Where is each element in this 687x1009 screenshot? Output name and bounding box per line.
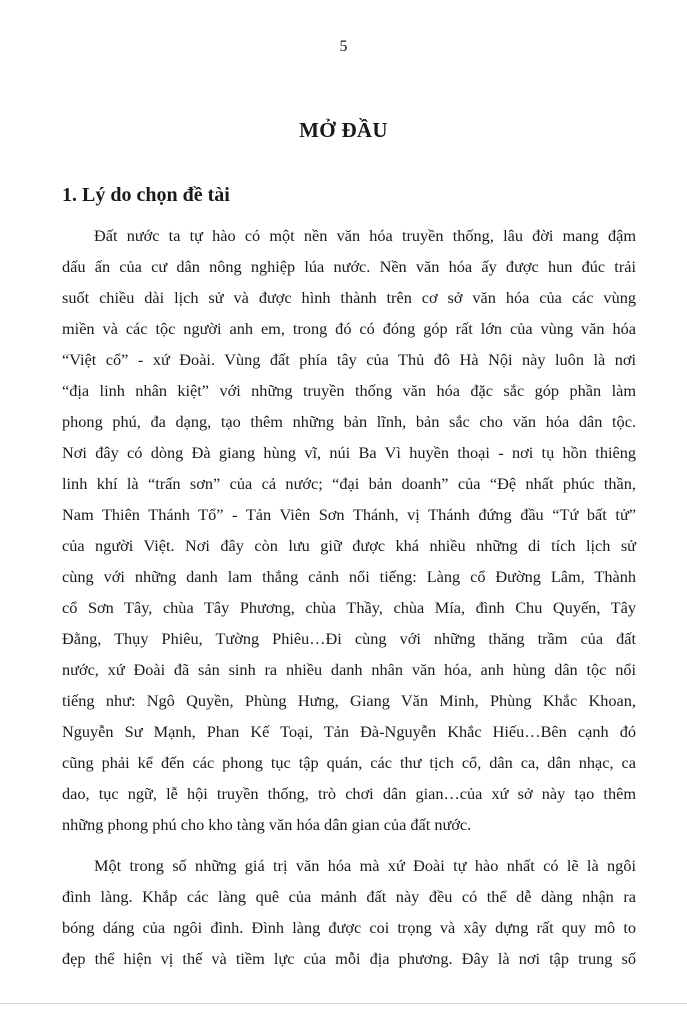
- text-line: của người Việt. Nơi đây còn lưu giữ được khá nhiều những di tích lịch sử: [62, 536, 636, 555]
- text-line: Đất nước ta tự hào có một nền văn hóa truyền thống, lâu đời mang đậm: [94, 226, 636, 245]
- text-line: Đằng, Thụy Phiêu, Tường Phiêu…Đi cùng với những thăng trầm của đất: [62, 629, 636, 648]
- text-line: bóng dáng của ngôi đình. Đình làng được coi trọng và xây dựng rất quy mô to: [62, 918, 636, 937]
- text-line: cũng phải kể đến các phong tục tập quán, các thư tịch cổ, dân ca, dân nhạc, ca: [62, 753, 636, 772]
- text-line: Một trong số những giá trị văn hóa mà xứ Đoài tự hào nhất có lẽ là ngôi: [94, 856, 636, 875]
- paragraph-1: [62, 220, 636, 840]
- paragraph-spacing: [62, 840, 636, 850]
- text-line: nước, xứ Đoài đã sản sinh ra nhiều danh nhân văn hóa, anh hùng dân tộc nổi: [62, 660, 636, 679]
- text-line: những phong phú cho kho tàng văn hóa dân gian của đất nước.: [62, 815, 472, 834]
- section-heading: 1. Lý do chọn đề tài: [62, 184, 230, 206]
- text-line: đẹp thể hiện vị thế và tiềm lực của mỗi địa phương. Đây là nơi tập trung số: [62, 949, 636, 968]
- text-line: miền và các tộc người anh em, trong đó có đóng góp rất lớn của vùng văn hóa: [62, 319, 636, 338]
- text-line: cổ Sơn Tây, chùa Tây Phương, chùa Thầy, chùa Mía, đình Chu Quyến, Tây: [62, 598, 636, 617]
- text-line: dao, tục ngữ, lễ hội truyền thống, trò chơi dân gian…của xứ sở này tạo thêm: [62, 784, 636, 803]
- text-line: phong phú, đa dạng, tạo thêm những bản lĩnh, bản sắc cho văn hóa dân tộc.: [62, 412, 636, 431]
- text-line: linh khí là “trấn sơn” của cả nước; “đại bản doanh” của “Đệ nhất phúc thần,: [62, 474, 636, 493]
- text-line: tiếng như: Ngô Quyền, Phùng Hưng, Giang Văn Minh, Phùng Khắc Khoan,: [62, 691, 636, 710]
- text-line: dấu ấn của cư dân nông nghiệp lúa nước. Nền văn hóa ấy được hun đúc trải: [62, 257, 636, 276]
- text-line: đình làng. Khắp các làng quê của mảnh đất này đều có thể dễ dàng nhận ra: [62, 887, 636, 906]
- body-text: [62, 220, 636, 974]
- text-line: Nguyễn Sư Mạnh, Phan Kế Toại, Tản Đà-Nguyễn Khắc Hiếu…Bên cạnh đó: [62, 722, 636, 741]
- text-line: cùng với những danh lam thắng cảnh nổi tiếng: Làng cổ Đường Lâm, Thành: [62, 567, 636, 586]
- page-number: 5: [339, 38, 348, 55]
- text-line: “địa linh nhân kiệt” với những truyền thống văn hóa đặc sắc góp phần làm: [62, 381, 636, 400]
- text-line: “Việt cổ” - xứ Đoài. Vùng đất phía tây của Thủ đô Hà Nội này luôn là nơi: [62, 350, 636, 369]
- text-line: Nơi đây có dòng Đà giang hùng vĩ, núi Ba Vì huyền thoại - nơi tụ hồn thiêng: [62, 443, 636, 462]
- page-bottom-edge: [0, 1003, 687, 1004]
- text-line: suốt chiều dài lịch sử và được hình thành trên cơ sở văn hóa của các vùng: [62, 288, 636, 307]
- text-line: Nam Thiên Thánh Tổ” - Tản Viên Sơn Thánh, vị Thánh đứng đầu “Tứ bất tử”: [62, 505, 636, 524]
- paragraph-2: [62, 850, 636, 974]
- document-title: MỞ ĐẦU: [299, 118, 388, 142]
